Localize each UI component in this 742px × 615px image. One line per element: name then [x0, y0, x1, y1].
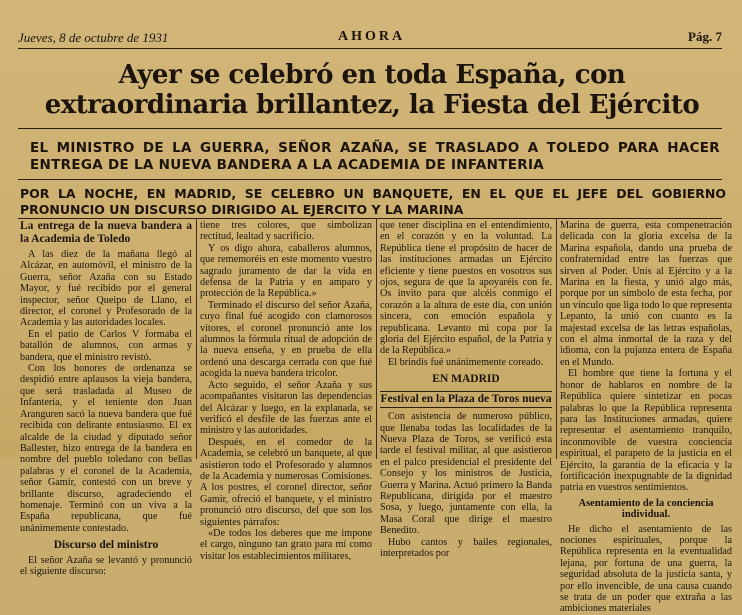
column-2-paragraph-3: Terminado el discurso del señor Azaña, cuyo final fué acogido con clamorosos vítores, el coronel pronunció ante los alumnos la fórmula ritual de adopción de la nueva enseña, y en prueba de ella ordenó una descarga cerrada con que fué acogida la nueva bandera tricolor.: [200, 299, 372, 380]
subheadline: EL MINISTRO DE LA GUERRA, SEÑOR AZAÑA, SE TRASLADO A TOLEDO PARA HACER ENTREGA DE LA NUEVA BANDERA A LA ACADEMIA DE INFANTERIA: [30, 140, 720, 173]
column-4: [560, 220, 732, 615]
column-separator-3: [556, 218, 557, 459]
column-3-boxed-heading: Festival en la Plaza de Toros nueva: [380, 391, 552, 408]
column-3: [380, 220, 552, 559]
column-1-paragraph-3: Con los honores de ordenanza se despidió entre aplausos la vieja bandera, que será trasladada al Museo de Infantería, y el teniente don Juan Aranguren sacó la nueva bandera que fué recibida con delirante entusiasmo. El ex alcalde de la ciudad y diputado señor Ballester, hizo entrega de la bandera en nombre del pueblo toledano con bellas palabras y el coronel de la Academia, señor Gamir, contestó con un breve y brillante discurso, agradeciendo el homenaje. Terminó con un viva a la España republicana, que fué unánimemente contestado.: [20, 363, 192, 534]
main-headline: Ayer se celebró en toda España, con extraordinaria brillantez, la Fiesta del Ejército: [44, 60, 700, 120]
column-1-subheading: Discurso del ministro: [53, 539, 159, 552]
column-3-paragraph-1: que tener disciplina en el entendimiento, en el corazón y en la voluntad. La República tiene el propósito de hacer de las instituciones armadas un Ejército eficiente y tiene puestos en vosotros sus ojos, segura de que la apoyaréis con fe. Os invito para que alcéis conmigo el corazón a la altura de este día, con unión sincera, con emoción española y republicana. Levanto mi copa por la gloria del Ejército español, de la Patria y de la República.»: [380, 220, 552, 357]
column-4-paragraph-1: Marina de guerra, esta compenetración delicada con la gloria excelsa de la Marina española, dando una prueba de confraternidad entre las fuerzas que sirven al Poder. Unís al Ejército y a la Marina en la fiesta, y unió algo más, porque por un símbolo de esta fecha, por un vínculo que liga todo lo que representa Lepanto, la unió con cuanto es la majestad excelsa de las letras españolas, con el alma inmortal de la raza y del idioma, con la pujanza entera de España en el Mundo.: [560, 220, 732, 368]
masthead: [18, 26, 722, 46]
masthead-rule: [18, 48, 722, 49]
column-3-section-heading: EN MADRID: [432, 373, 500, 386]
column-separator-2: [376, 218, 377, 459]
page-number: Pág. 7: [688, 29, 722, 44]
newspaper-name: AHORA: [338, 29, 406, 44]
column-2-paragraph-6: «De todos los deberes que me impone el cargo, ninguno tan grato para mí como visitar los establecimientos militares,: [200, 527, 372, 562]
column-2-paragraph-5: Después, en el comedor de la Academia, se celebró un banquete, al que asistieron todo el Profesorado y alumnos de la Academia y numerosas Comisiones. A los postres, el coronel director, señor Gamir, ofreció el banquete, y el ministro pronunció otro discurso, del que son los siguientes párrafos:: [200, 436, 372, 528]
issue-date: Jueves, 8 de octubre de 1931: [18, 30, 169, 45]
column-1-paragraph-1: A las diez de la mañana llegó al Alcázar, en automóvil, el ministro de la Guerra, señor Azaña con su Estado Mayor, y fué recibido por el general inspector, señor Queipo de Llano, el director, el coronel y Profesorado de la Academia y las autoridades locales.: [20, 249, 192, 329]
column-1-heading: La entrega de la nueva bandera a la Academia de Toledo: [20, 220, 192, 245]
secondary-subheadline: POR LA NOCHE, EN MADRID, SE CELEBRO UN BANQUETE, EN EL QUE EL JEFE DEL GOBIERNO PRONUNCIO UN DISCURSO DIRIGIDO AL EJERCITO Y LA MARINA: [20, 186, 726, 217]
column-3-paragraph-4: Hubo cantos y bailes regionales, interpretados por: [380, 536, 552, 559]
column-4-paragraph-3: He dicho el asentamiento de las nociones espirituales, porque la República representa en la eventualidad lejana, por fortuna de una guerra, la seguridad absoluta de la justicia santa, y por ello invencible, de una causa cuando se trata de un poder que extraña a las ambiciones materiales: [560, 523, 732, 615]
column-4-subheading: Asentamiento de la conciencia individual.: [578, 497, 714, 521]
columns-rule: [18, 218, 722, 219]
column-1-paragraph-4: El señor Azaña se levantó y pronunció el siguiente discurso:: [20, 554, 192, 577]
column-1-paragraph-2: En el patio de Carlos V formaba el batallón de alumnos, con armas y bandera, que el ministro revistó.: [20, 328, 192, 363]
column-2: [200, 220, 372, 562]
column-2-paragraph-4: Acto seguido, el señor Azaña y sus acompañantes visitaron las dependencias del Alcázar y luego, en la explanada, se verificó el desfile de las fuerzas ante el ministro y las autoridades.: [200, 379, 372, 437]
subhead-rule: [18, 179, 722, 180]
headline-rule: [18, 128, 722, 129]
column-3-paragraph-3: Con asistencia de numeroso público, que llenaba todas las localidades de la Nueva Plaza de Toros, se verificó esta tarde el festival militar, al que asistieron en el palco presidencial el presidente del Consejo y los ministros de Justicia, Guerra y Marina. Actuó primero la Banda Republicana, dirigida por el maestro Sosa, y luego, juntamente con ella, la Masa Coral que dirige el maestro Benedito.: [380, 411, 552, 537]
column-separator-1: [196, 218, 197, 459]
column-1: [20, 220, 192, 577]
column-3-paragraph-2: El brindis fué unánimemente coreado.: [388, 356, 544, 368]
column-4-paragraph-2: El hombre que tiene la fortuna y el honor de hablaros en nombre de la República quiere sintetizar en pocas palabras lo que la República representa para las Instituciones armadas, quiere representar el asentamiento tranquilo, inconmovible de vuestra conciencia espiritual, el parapeto de la justicia en el Ejército, la garantía de la eficacia y la fortificación inexpugnable de la dignidad patria en vuestros sentimientos.: [560, 368, 732, 494]
column-2-paragraph-2: Y os digo ahora, caballeros alumnos, que rememoréis en este momento vuestro sagrado juramento de dar la vida en defensa de la Patria y en amparo y protección de la República.»: [200, 242, 372, 300]
column-2-paragraph-1: tiene tres colores, que simbolizan rectitud, lealtad y sacrificio.: [200, 220, 372, 243]
